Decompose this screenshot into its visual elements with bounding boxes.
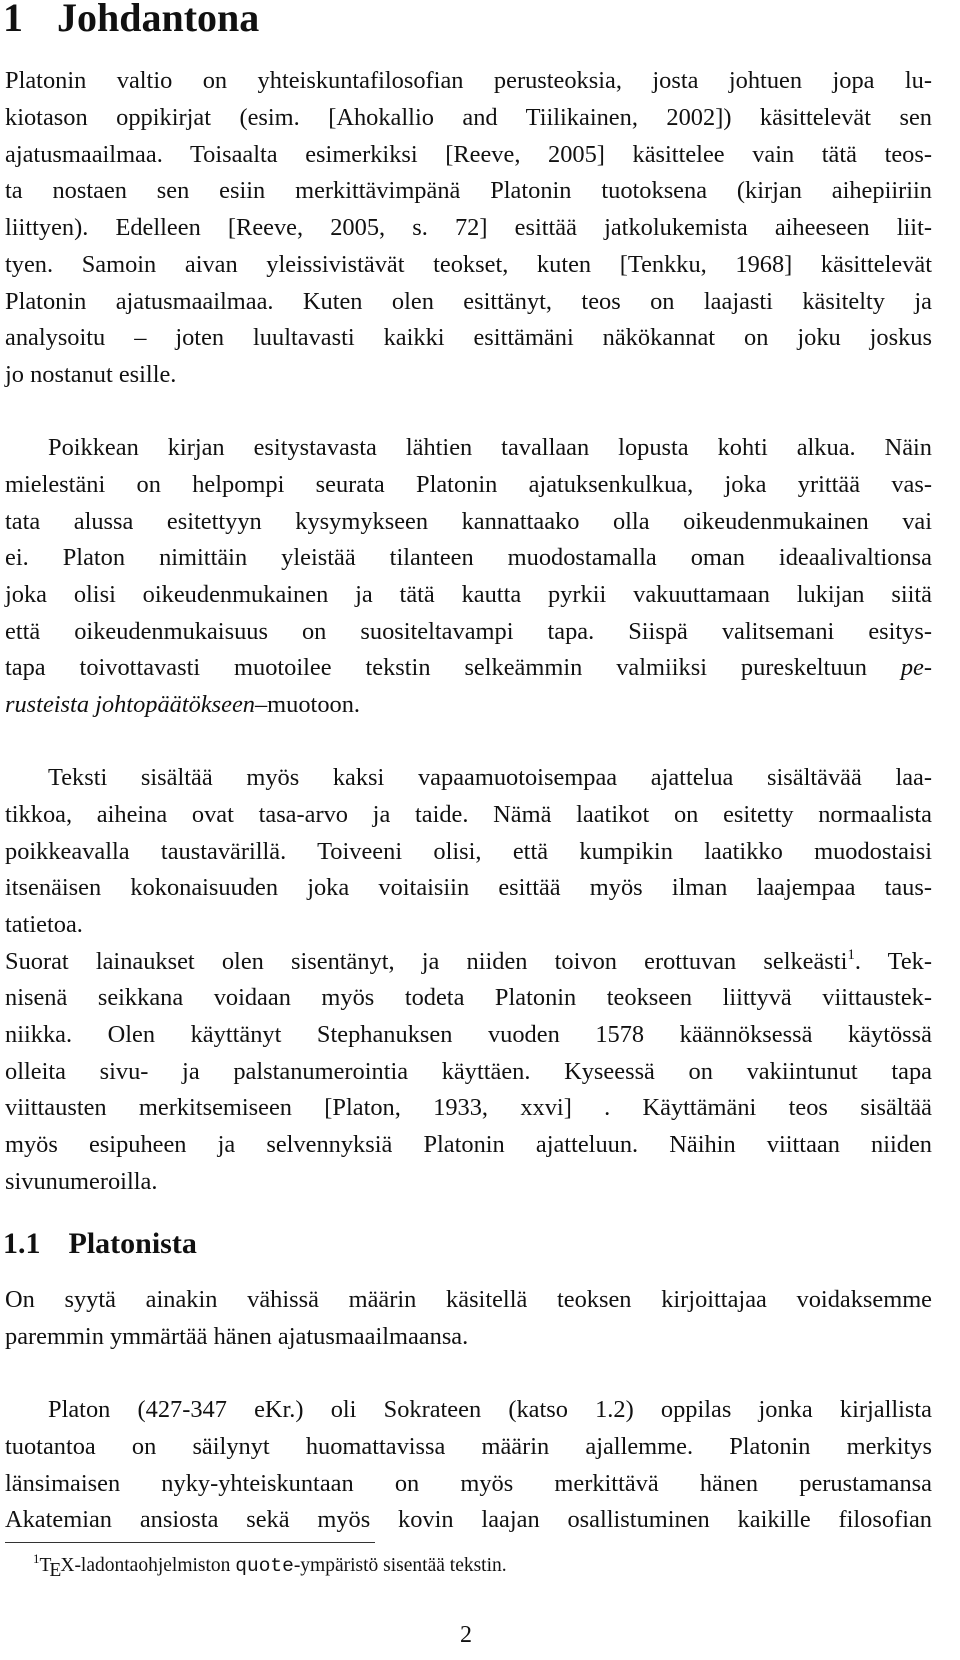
page-number: 2 bbox=[460, 1622, 472, 1648]
paragraph-6-line-1: Platon (427-347 eKr.) oli Sokrateen (katso 1.2) oppilas jonka kirjallista bbox=[48, 1396, 932, 1423]
footnote-text-before: -ladontaohjelmiston bbox=[74, 1555, 236, 1576]
paragraph-1-line-7: Platonin ajatusmaailmaa. Kuten olen esittänyt, teos on laajasti käsitelty ja bbox=[5, 288, 932, 315]
paragraph-4-line-5: viittausten merkitsemiseen [Platon, 1933, xxvi] . Käyttämäni teos sisältää bbox=[5, 1094, 932, 1121]
footnote-1 bbox=[33, 1551, 507, 1581]
section-number: 1 bbox=[3, 0, 23, 40]
section-heading bbox=[3, 0, 259, 38]
paragraph-3-line-1: Teksti sisältää myös kaksi vapaamuotoisempaa ajattelua sisältävää laa- bbox=[48, 764, 932, 791]
footnote-code: quote bbox=[235, 1555, 294, 1577]
subsection-number: 1.1 bbox=[3, 1227, 41, 1260]
tex-logo-e: E bbox=[49, 1560, 62, 1581]
paragraph-1-line-6: tyen. Samoin aivan yleissivistävät teokset, kuten [Tenkku, 1968] käsittelevät bbox=[5, 251, 932, 278]
paragraph-4-line-1-text: Suorat lainaukset olen sisentänyt, ja niiden toivon erottuvan selkeästi bbox=[5, 948, 848, 975]
paragraph-4-line-6: myös esipuheen ja selvennyksiä Platonin ajatteluun. Näihin viittaan niiden bbox=[5, 1131, 932, 1158]
subsection-title: Platonista bbox=[68, 1227, 197, 1260]
paragraph-4-line-7: sivunumeroilla. bbox=[5, 1168, 158, 1195]
paragraph-2-line-4: ei. Platon nimittäin yleistää tilanteen muodostamalla oman ideaalivaltionsa bbox=[5, 544, 932, 571]
tex-logo-x: X bbox=[60, 1555, 75, 1576]
paragraph-1-line-8: analysoitu – joten luultavasti kaikki esittämäni näkökannat on joku joskus bbox=[5, 324, 932, 351]
section-title: Johdantona bbox=[57, 0, 260, 40]
paragraph-3-line-4: itsenäisen kokonaisuuden joka voitaisiin esittää myös ilman laajempaa taus- bbox=[5, 874, 932, 901]
paragraph-6-line-3: länsimaisen nyky-yhteiskuntaan on myös merkittävä hänen perustamansa bbox=[5, 1470, 932, 1497]
paragraph-2-line-6: että oikeudenmukaisuus on suositeltavampi tapa. Siispä valitsemani esitys- bbox=[5, 618, 932, 645]
paragraph-4-line-2: nisenä seikkana voidaan myös todeta Platonin teokseen liittyvä viittaustek- bbox=[5, 984, 932, 1011]
paragraph-2-italic-part-2: rusteista johtopäätökseen bbox=[5, 691, 255, 718]
paragraph-1-line-2: kiotason oppikirjat (esim. [Ahokallio and Tiilikainen, 2002]) käsittelevät sen bbox=[5, 104, 932, 131]
paragraph-2-line-5: joka olisi oikeudenmukainen ja tätä kautta pyrkii vakuuttamaan lukijan siitä bbox=[5, 581, 932, 608]
paragraph-2-italic-part-1: pe- bbox=[900, 654, 932, 681]
paragraph-2-line-1: Poikkean kirjan esitystavasta lähtien tavallaan lopusta kohti alkua. Näin bbox=[48, 434, 932, 461]
paragraph-1-line-4: ta nostaen sen esiin merkittävimpänä Platonin tuotoksena (kirjan aihepiiriin bbox=[5, 177, 932, 204]
paragraph-3-line-5: tatietoa. bbox=[5, 911, 83, 938]
footnote-rule bbox=[5, 1542, 375, 1543]
paragraph-2-line-7-text: tapa toivottavasti muotoilee tekstin selkeämmin valmiiksi pureskeltuun bbox=[5, 654, 867, 681]
paragraph-5-line-2: paremmin ymmärtää hänen ajatusmaailmaansa. bbox=[5, 1323, 469, 1350]
paragraph-6-line-2: tuotantoa on säilynyt huomattavissa määrin ajallemme. Platonin merkitys bbox=[5, 1433, 932, 1460]
paragraph-4-line-1 bbox=[5, 947, 932, 980]
paragraph-1-line-1: Platonin valtio on yhteiskuntafilosofian perusteoksia, josta johtuen jopa lu- bbox=[5, 67, 932, 94]
paragraph-1-line-5: liittyen). Edelleen [Reeve, 2005, s. 72] esittää jatkolukemista aiheeseen liit- bbox=[5, 214, 932, 241]
footnote-mark: 1 bbox=[33, 1551, 40, 1566]
paragraph-2-line-8 bbox=[5, 690, 360, 720]
paragraph-3-line-3: poikkeavalla taustavärillä. Toiveeni olisi, että kumpikin laatikko muodostaisi bbox=[5, 838, 932, 865]
paragraph-1-line-3: ajatusmaailmaa. Toisaalta esimerkiksi [Reeve, 2005] käsittelee vain tätä teos- bbox=[5, 141, 932, 168]
paragraph-1-line-9: jo nostanut esille. bbox=[5, 361, 177, 388]
paragraph-3-line-2: tikkoa, aiheina ovat tasa-arvo ja taide. Nämä laatikot on esitetty normaalista bbox=[5, 801, 932, 828]
paragraph-2-line-7 bbox=[5, 653, 932, 683]
paragraph-2-line-2: mielestäni on helpompi seurata Platonin ajatuksenkulkua, joka yrittää vas- bbox=[5, 471, 932, 498]
footnote-reference-1[interactable]: 1 bbox=[847, 947, 855, 963]
paragraph-6-line-4: Akatemian ansiosta sekä myös kovin laajan osallistuminen kaikille filosofian bbox=[5, 1506, 932, 1533]
tex-logo-t: T bbox=[39, 1555, 52, 1576]
paragraph-4-line-1-tail: . Tek- bbox=[854, 948, 932, 975]
tex-logo bbox=[39, 1555, 75, 1581]
paragraph-4-line-4: olleita sivu- ja palstanumerointia käyttäen. Kyseessä on vakiintunut tapa bbox=[5, 1058, 932, 1085]
paragraph-5-line-1: On syytä ainakin vähissä määrin käsitellä teoksen kirjoittajaa voidaksemme bbox=[5, 1286, 932, 1313]
paragraph-2-tail: –muotoon. bbox=[254, 691, 361, 718]
paragraph-4-line-3: niikka. Olen käyttänyt Stephanuksen vuoden 1578 käännöksessä käytössä bbox=[5, 1021, 932, 1048]
footnote-text-after: -ympäristö sisentää tekstin. bbox=[293, 1555, 507, 1576]
subsection-heading bbox=[3, 1228, 197, 1260]
paragraph-2-line-3: tata alussa esitettyyn kysymykseen kannattaako olla oikeudenmukainen vai bbox=[5, 508, 932, 535]
